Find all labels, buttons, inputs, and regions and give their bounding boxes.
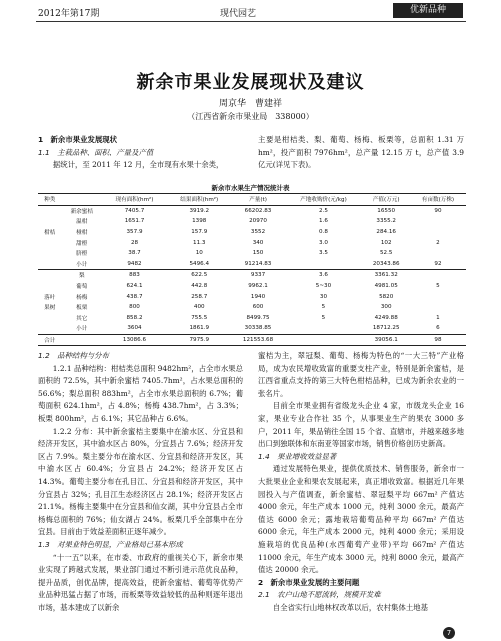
table-row	[38, 323, 466, 334]
table-cell: 落叶	[44, 294, 56, 301]
table-cell: 800	[129, 304, 140, 311]
article-authors: 周京华 曹建祥	[218, 99, 282, 109]
paragraph: 通过发展特色果业，提供优质技术、销售服务，新余市一大批果业企业和果农发展起来，真正增收致富。根据近几年果园投入与产值调查，新余蜜桔、翠冠梨平均 667m² 产值达 4000 余元，年生产成本 1000 元，纯利 3000 余元，最高产值达 6000 余元；露地栽培葡萄品种平均 667m² 产值达 6000 余元，年生产成本 2000 元，纯利 4000 余元；采用设施栽培的优良品种(水西葡萄产业带)平均 667m² 产值达 11000 余元，年生产成本 3000 元，纯利 8000 余元，最高产值达 20000 余元。	[258, 464, 464, 575]
table-cell: 1	[436, 314, 440, 321]
table-cell: 11.3	[193, 239, 206, 246]
table-cell	[410, 227, 466, 238]
table-cell: 150	[252, 250, 264, 257]
table-cell: 0.8	[319, 229, 328, 236]
table-row	[38, 313, 466, 324]
paragraph: 据统计，至 2011 年 12 月，全市现有水果十余类，	[52, 160, 224, 170]
table-row	[38, 216, 466, 227]
column-header: 产量(t)	[232, 194, 285, 206]
table-cell: 38.7	[128, 250, 141, 257]
table-cell: 400	[193, 304, 205, 311]
table-cell: 7405.7	[124, 207, 145, 214]
intro-left	[38, 134, 243, 172]
table-cell: 92	[434, 260, 442, 267]
table-cell: 121553.68	[232, 334, 285, 346]
table-cell: 5	[436, 283, 440, 290]
table-cell: 10	[195, 250, 203, 257]
table-cell: 3604	[127, 325, 142, 332]
header-rule	[36, 21, 466, 22]
paragraph: 1.2.2 分布：其中新余蜜桔主要集中在渝水区、分宜县和经济开发区，其中渝水区占 80%，分宜县占 7.6%；经济开发区占 7.9%。梨主要分布在渝水区、分宜县和经济开发区，其中渝水区占 60.4%；分宜县占 24.2%；经济开发区占 14.3%。葡萄主要分布在孔目江、分宜县和经济开发区，其中分宜县占 32%；孔目江生态经济区占 28.1%；经济开发区占 21.1%。杨梅主要集中在分宜县和仙女湖，其中分宜县占全市杨梅总面积的 76%；仙女湖占 24%。板栗几乎全部集中在分宜县。目前由于效益差面积正逐年减少。	[38, 426, 243, 537]
subheading-2-1: 2.1 农户山地不愿流转，规模开发难	[258, 590, 381, 600]
table-cell: 5	[321, 304, 326, 311]
table-cell: 9482	[127, 260, 142, 267]
table-cell: 其它	[76, 315, 88, 322]
section-heading-2: 2 新余市果业发展的主要问题	[258, 577, 360, 587]
table-cell: 39056.1	[362, 334, 409, 346]
table-cell: 椪柑	[76, 230, 88, 237]
table-row	[38, 205, 466, 216]
table-cell: 600	[252, 304, 264, 311]
table-cell: 小计	[76, 261, 88, 268]
table-cell: 20343.86	[372, 260, 400, 267]
table-cell: 杨梅	[76, 294, 88, 301]
table-cell: 13086.6	[102, 334, 167, 346]
table-row	[38, 237, 466, 248]
subheading-1-4: 1.4 果业增收效益显著	[258, 451, 337, 461]
table-cell: 1940	[250, 293, 266, 300]
column-header: 有亩数(万株)	[410, 194, 466, 206]
paragraph: 1.2.1 品种结构：柑桔类总面积 9482hm²，占全市水果总面积的 72.5%，其中新余蜜桔 7405.7hm²，占水果总面积的 56.6%；梨总面积 883hm²，占全市水果总面积的 6.7%；葡萄面积 624.1hm²，占 4.8%；杨梅 438.7hm²，占 3.3%；板栗 800hm²，占 6.1%；其它品种占 6.6%。	[38, 363, 243, 423]
subheading-1-1: 1.1 主栽品种、面积、产量及产值	[38, 147, 154, 157]
table-cell: 1398	[192, 218, 207, 225]
table-cell	[38, 259, 61, 270]
table-cell: 622.5	[167, 270, 232, 281]
table-cell: 2.5	[319, 207, 328, 214]
paragraph: “十一五”以来，在市委、市政府的重视关心下，新余市果业实现了跨越式发展，果业部门通过不断引进示范优良品种，提升品质，创优品牌，提高效益，使新余蜜桔、葡萄等优势产业品种迅猛占据了市场，而板栗等效益较低的品种则逐年退出市场，基本建成了以新余	[38, 552, 243, 612]
table-cell: 新余蜜桔	[70, 208, 93, 215]
table-cell	[410, 216, 466, 227]
section-tag: 优新品种	[393, 3, 463, 18]
table-cell: 脐橙	[76, 251, 88, 258]
column-header: 产值(万元)	[362, 194, 409, 206]
table-cell: 5820	[379, 293, 394, 300]
table-cell: 6	[436, 325, 440, 332]
table-row	[38, 281, 466, 292]
table-cell: 3919.2	[189, 207, 210, 214]
table-cell: 16550	[377, 207, 396, 214]
column-header: 结果面积(hm²)	[167, 194, 232, 206]
statistics-table	[38, 193, 466, 346]
table-cell: 157.9	[191, 229, 208, 236]
table-cell: 合计	[38, 334, 61, 346]
table-cell: 3.0	[319, 239, 328, 246]
table-cell: 4249.88	[374, 314, 398, 321]
paragraph: 蜜桔为主，翠冠梨、葡萄、杨梅为特色的“一大三特”产业格局，成为农民增收致富的重要支柱产业，特别是新余蜜桔，是江西省重点支持的第三大特色柑桔品种，已成为新余农业的一张名片。	[258, 351, 464, 398]
table-cell	[284, 334, 362, 346]
table-cell: 858.2	[126, 314, 143, 321]
table-cell: 4981.05	[374, 283, 398, 290]
table-cell: 3.5	[319, 250, 328, 257]
table-cell: 3355.2	[376, 218, 396, 225]
table-cell	[38, 270, 61, 281]
table-row	[38, 270, 466, 281]
table-cell: 102	[380, 239, 392, 246]
table-cell: 300	[380, 304, 392, 311]
table-cell: 9962.1	[248, 283, 268, 290]
right-column	[258, 350, 464, 614]
table-cell: 5	[321, 314, 326, 321]
table-cell: 755.5	[191, 314, 208, 321]
table-cell: 梨	[61, 270, 102, 281]
table-cell: 340	[252, 239, 264, 246]
table-cell: 柑桔	[44, 230, 56, 237]
table-cell: 66202.83	[244, 207, 272, 214]
table-cell: 624.1	[126, 283, 143, 290]
table-cell: 5~30	[315, 283, 332, 290]
column-header: 现有面积(hm²)	[102, 194, 167, 206]
section-heading-1: 1 新余市果业发展现状	[38, 135, 118, 144]
table-cell: 357.9	[126, 229, 143, 236]
column-header	[61, 194, 102, 206]
table-cell: 3361.32	[362, 270, 409, 281]
article-title: 新余市果业发展现状及建议	[136, 72, 365, 93]
column-header: 种类	[38, 194, 61, 206]
table-cell: 3552	[250, 229, 266, 236]
table-cell	[38, 313, 61, 324]
table-cell: 258.7	[191, 293, 208, 300]
table-cell: 90	[434, 207, 442, 214]
table-cell	[284, 323, 362, 334]
table-cell: 30338.85	[244, 325, 272, 332]
column-header: 产地收购价(元/kg)	[284, 194, 362, 206]
table-row	[38, 302, 466, 313]
table-cell: 442.8	[191, 283, 208, 290]
table-cell: 91214.83	[244, 260, 272, 267]
table-cell	[410, 270, 466, 281]
table-cell	[38, 237, 61, 248]
table-cell: 18712.25	[372, 325, 400, 332]
table-cell: 葡萄	[76, 284, 88, 291]
table-row	[38, 227, 466, 238]
table-cell: 温柑	[76, 219, 88, 226]
table-cell: 883	[102, 270, 167, 281]
table-cell	[38, 248, 61, 259]
table-cell: 7975.9	[167, 334, 232, 346]
table-cell: 9337	[232, 270, 285, 281]
table-cell	[284, 259, 362, 270]
table-cell	[410, 302, 466, 313]
table-cell: 1861.9	[189, 325, 210, 332]
article-affiliation: （江西省新余市果业局 338000）	[187, 112, 314, 121]
table-cell: 8499.75	[246, 314, 270, 321]
table-cell	[410, 291, 466, 302]
paragraph: 自全省实行山地林权改革以后，农村集体土地基	[272, 602, 429, 612]
table-cell: 438.7	[126, 293, 143, 300]
intro-right	[258, 134, 464, 172]
table-row	[38, 248, 466, 259]
table-cell: 1.6	[319, 218, 328, 225]
table-cell	[61, 334, 102, 346]
table-cell: 52.5	[379, 250, 393, 257]
table-cell: 1651.7	[124, 218, 145, 225]
table-caption: 新余市水果生产情况统计表	[211, 184, 290, 192]
table-cell: 果树	[44, 305, 56, 312]
table-cell: 板栗	[76, 305, 88, 312]
table-cell	[38, 216, 61, 227]
subheading-1-3: 1.3 对果业特色明显，产业格局已基本形成	[38, 539, 183, 549]
issue-label: 2012年第17期	[38, 9, 100, 19]
table-cell: 98	[410, 334, 466, 346]
table-cell: 甜橙	[76, 240, 88, 247]
table-row	[38, 259, 466, 270]
table-cell	[38, 281, 61, 292]
table-cell	[410, 248, 466, 259]
table-cell: 小计	[76, 326, 88, 333]
subheading-1-2: 1.2 品种结构与分布	[38, 351, 109, 360]
column-label: 现代园艺	[220, 9, 257, 19]
table-row	[38, 334, 466, 346]
table-cell: 20970	[249, 218, 267, 225]
table-cell: 28	[130, 239, 139, 246]
table-cell	[38, 205, 61, 216]
table-cell: 30	[319, 293, 328, 300]
page-header	[0, 0, 501, 22]
page-number: 7	[443, 627, 455, 639]
table-cell: 284.16	[376, 229, 396, 236]
table-cell: 2	[436, 239, 440, 246]
table-cell: 5496.4	[189, 260, 210, 267]
left-column	[38, 350, 243, 614]
paragraph: 主要是柑桔类、梨、葡萄、杨梅、板栗等，总面积 1.31 万 hm²，投产面积 7976hm²，总产量 12.15 万 t，总产值 3.9 亿元(详见下表)。	[258, 135, 464, 170]
table-header-row	[38, 194, 466, 206]
table-cell	[38, 323, 61, 334]
table-cell: 3.6	[284, 270, 362, 281]
paragraph: 目前全市果业拥有省级龙头企业 4 家，市级龙头企业 16 家，果业专业合作社 35 个，从事果业生产的果农 3000 多户，2011 年，果品销往全国 15 个省、直辖市，并越来越多地出口到独联体和东南亚等国家市场，销售价格创历史新高。	[258, 401, 464, 449]
table-row	[38, 291, 466, 302]
